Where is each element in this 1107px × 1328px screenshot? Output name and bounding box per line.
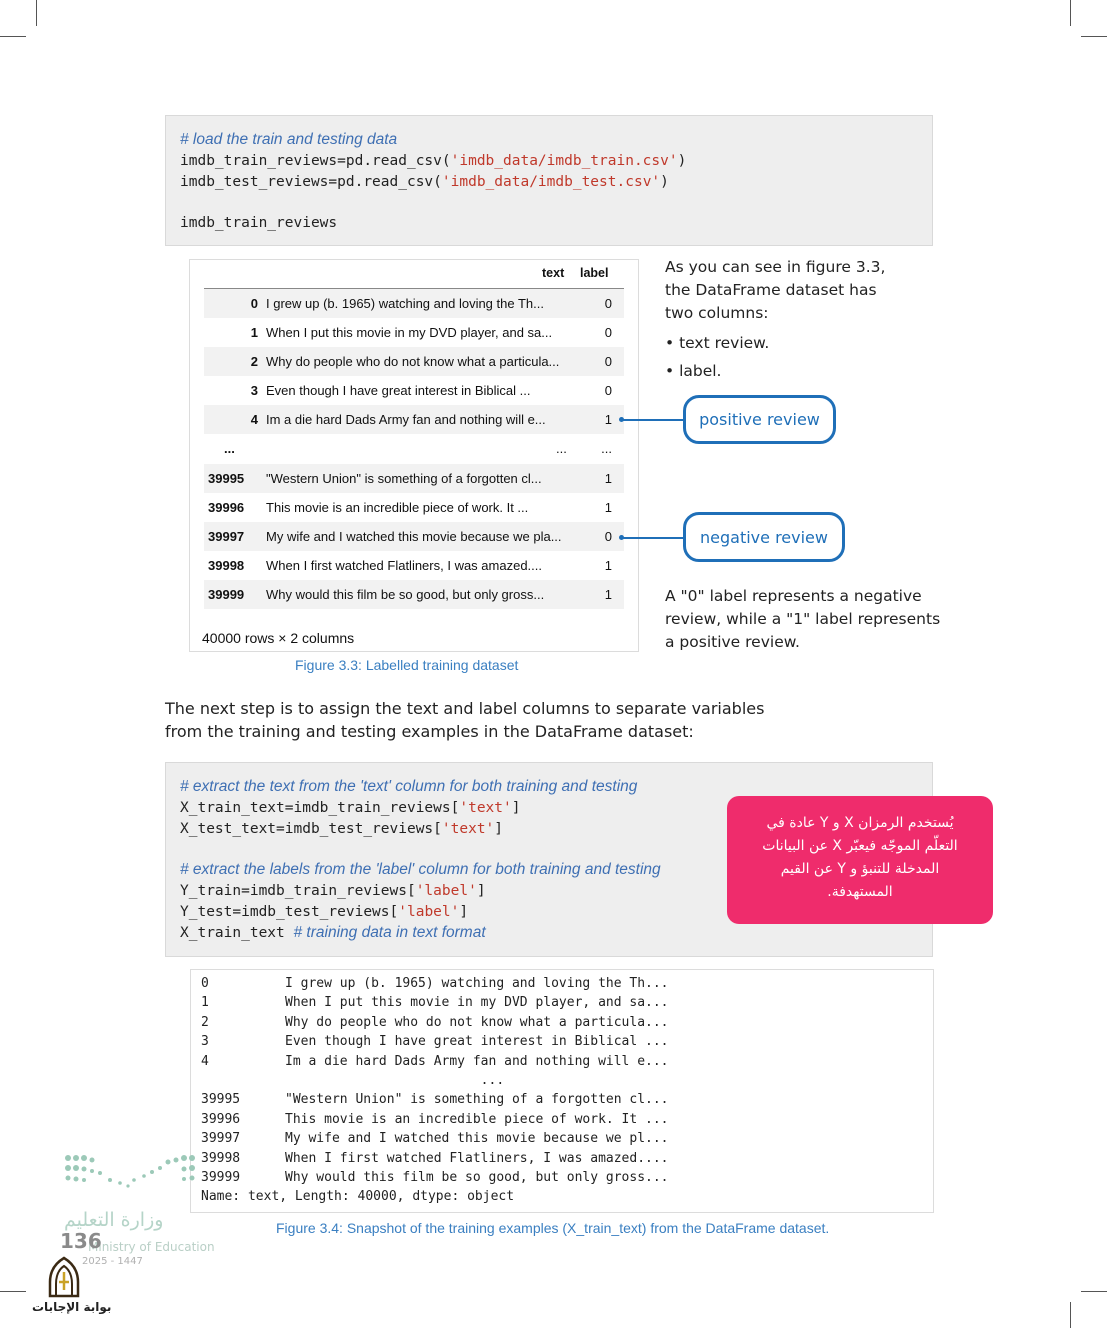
dataframe-table (189, 259, 639, 652)
table-row: 39995 "Western Union" is something of a forgotten cl... 1 (204, 464, 624, 493)
bullet-label: • label. (665, 362, 722, 380)
crop-mark (1081, 1291, 1107, 1292)
code-comment: # extract the text from the 'text' column for both training and testing (180, 778, 638, 795)
figure-3-4-caption: Figure 3.4: Snapshot of the training examples (X_train_text) from the DataFrame dataset. (276, 1220, 830, 1236)
column-header-text: text (542, 266, 565, 280)
code-comment: # load the train and testing data (180, 131, 398, 148)
output-row: 39995 "Western Union" is something of a forgotten cl... (201, 1092, 669, 1108)
column-header-label: label (580, 266, 609, 280)
output-row: 39999 Why would this film be so good, but only gross... (201, 1170, 669, 1185)
connector-line (622, 537, 684, 539)
brand-name-ar: بوابة الإجابات (32, 1300, 112, 1314)
table-row: 4 Im a die hard Dads Army fan and nothing will e... 1 (204, 405, 624, 434)
crop-mark (36, 0, 37, 26)
page-number: 136 (60, 1229, 102, 1253)
label-explanation: A "0" label represents a negative review, while a "1" label represents a positive review. (665, 587, 941, 651)
crop-mark (0, 1291, 26, 1292)
connector-line (622, 419, 684, 421)
crop-mark (1070, 1302, 1071, 1328)
code-comment: # extract the labels from the 'label' column for both training and testing (180, 861, 661, 879)
code-line: imdb_train_reviews (180, 215, 338, 232)
table-row-ellipsis: ... ... ... (224, 441, 612, 456)
side-intro: As you can see in figure 3.3, the DataFrame dataset has two columns: (665, 258, 886, 322)
crop-mark (1081, 36, 1107, 37)
ministry-dots-logo (62, 1150, 202, 1198)
output-row: 0 I grew up (b. 1965) watching and loving the Th... (201, 976, 669, 991)
table-row: 39998 When I first watched Flatliners, I was amazed.... 1 (208, 558, 612, 573)
crop-mark (0, 36, 26, 37)
code-line: X_train_text=imdb_train_reviews['text'] (180, 799, 521, 816)
table-row: 39999 Why would this film be so good, but only gross... 1 (204, 580, 624, 609)
negative-review-bubble: negative review (683, 512, 845, 562)
code-line: Y_train=imdb_train_reviews['label'] (180, 882, 486, 899)
figure-3-3-caption: Figure 3.3: Labelled training dataset (295, 657, 519, 673)
edition-year: 2025 - 1447 (82, 1256, 143, 1267)
positive-review-bubble: positive review (683, 395, 836, 444)
answers-gate-logo-icon (44, 1256, 84, 1298)
table-row: 0 I grew up (b. 1965) watching and loving the Th... 0 (204, 289, 624, 318)
code-line: X_train_text # training data in text format (180, 923, 486, 941)
code-line: Y_test=imdb_test_reviews['label'] (180, 903, 469, 920)
output-row: 39998 When I first watched Flatliners, I was amazed.... (201, 1150, 669, 1166)
arabic-note-callout: يُستخدم الرمزان X و Y عادة في التعلّم الموجّه فيعبّر X عن البيانات المدخلة للتنبؤ و Y عن القيم المستهدفة. (727, 796, 993, 924)
crop-mark (1070, 0, 1071, 26)
output-row: 3 Even though I have great interest in Biblical ... (201, 1034, 669, 1050)
output-row: 4 Im a die hard Dads Army fan and nothing will e... (201, 1053, 669, 1069)
table-row: 1 When I put this movie in my DVD player, and sa... 0 (250, 325, 612, 340)
output-row: 1 When I put this movie in my DVD player, and sa... (201, 995, 669, 1011)
dataframe-shape: 40000 rows × 2 columns (202, 630, 355, 646)
ministry-name-en: Ministry of Education (88, 1240, 215, 1254)
output-row: 2 Why do people who do not know what a particula... (201, 1014, 669, 1030)
bullet-text-review: • text review. (665, 334, 770, 352)
body-paragraph: The next step is to assign the text and label columns to separate variables from the training and testing examples in the DataFrame dataset: (165, 699, 765, 741)
table-row: 3 Even though I have great interest in Biblical ... 0 (250, 383, 612, 398)
ministry-name-ar: وزارة التعليم (64, 1209, 164, 1231)
table-row: 39996 This movie is an incredible piece of work. It ... 1 (208, 500, 612, 515)
output-row: 39996 This movie is an incredible piece of work. It ... (201, 1111, 669, 1127)
output-row: 39997 My wife and I watched this movie because we pl... (201, 1131, 669, 1147)
code-line: imdb_test_reviews=pd.read_csv('imdb_data/imdb_test.csv') (180, 173, 669, 190)
table-row: 2 Why do people who do not know what a particula... 0 (204, 347, 624, 376)
code-line: imdb_train_reviews=pd.read_csv('imdb_data/imdb_train.csv') (180, 152, 687, 169)
code-block-load-data (165, 115, 933, 246)
output-series (190, 969, 934, 1213)
table-row: 39997 My wife and I watched this movie because we pla... 0 (204, 522, 624, 551)
output-summary: Name: text, Length: 40000, dtype: object (201, 1189, 515, 1205)
output-row-ellipsis: ... (285, 1073, 505, 1088)
code-blank-line (180, 192, 918, 213)
code-line: X_test_text=imdb_test_reviews['text'] (180, 820, 504, 837)
